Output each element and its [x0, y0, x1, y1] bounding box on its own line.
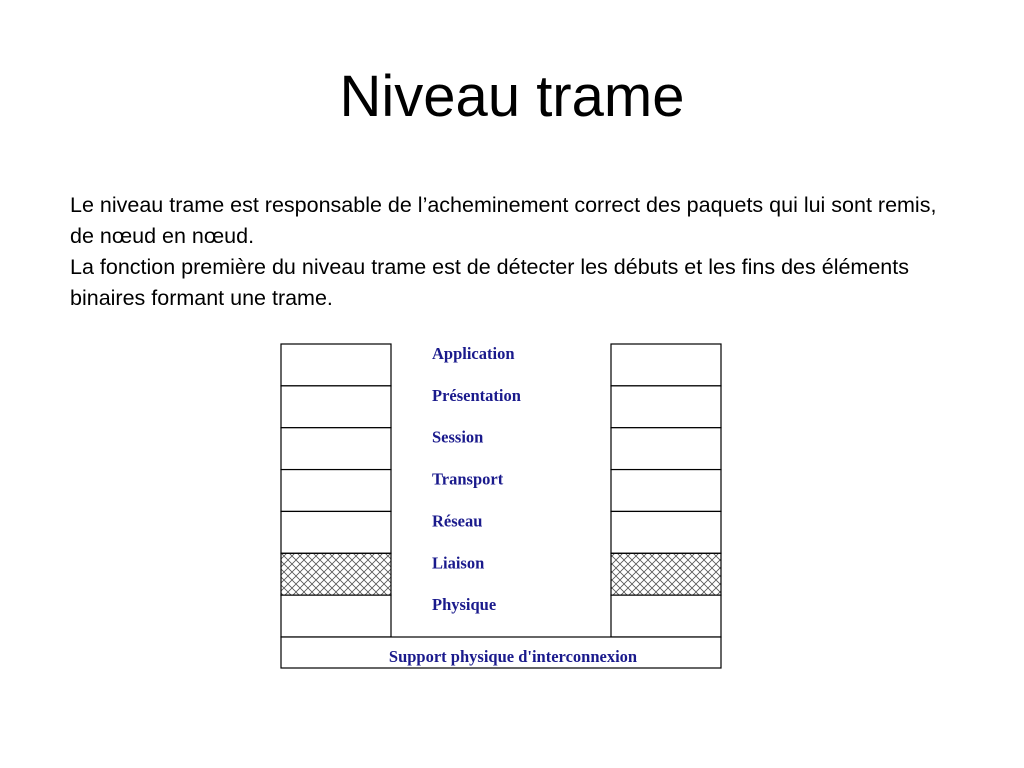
right-stack-box-5: [611, 511, 721, 553]
left-stack-box-5: [281, 511, 391, 553]
left-stack-box-3: [281, 428, 391, 470]
right-stack-box-1: [611, 344, 721, 386]
layer-label: Réseau: [432, 511, 483, 531]
layer-label: Application: [432, 344, 515, 363]
left-stack-box-4: [281, 470, 391, 512]
support-label: Support physique d'interconnexion: [388, 647, 638, 666]
layer-label: Transport: [432, 469, 504, 489]
slide-title: Niveau trame: [339, 64, 685, 129]
layer-labels: [432, 344, 521, 614]
right-stack-box-6: [611, 553, 721, 595]
right-stack-box-2: [611, 386, 721, 428]
layer-label: Liaison: [432, 553, 485, 573]
left-stack-box-6: [281, 553, 391, 595]
left-stack-box-2: [281, 386, 391, 428]
right-stack-box-3: [611, 428, 721, 470]
layer-label: Présentation: [432, 385, 521, 405]
right-stack-box-4: [611, 470, 721, 512]
left-stack-box-7: [281, 595, 391, 637]
right-stack: [611, 344, 721, 637]
layer-label: Physique: [432, 595, 497, 615]
left-stack: [281, 344, 391, 637]
layer-label: Session: [432, 427, 484, 447]
left-stack-box-1: [281, 344, 391, 386]
paragraph-1: Le niveau trame est responsable de l’acheminement correct des paquets qui lui sont remis, de nœud en nœud.: [70, 193, 937, 248]
right-stack-box-7: [611, 595, 721, 637]
paragraph-2: La fonction première du niveau trame est de détecter les débuts et les fins des éléments binaires formant une trame.: [70, 255, 909, 310]
